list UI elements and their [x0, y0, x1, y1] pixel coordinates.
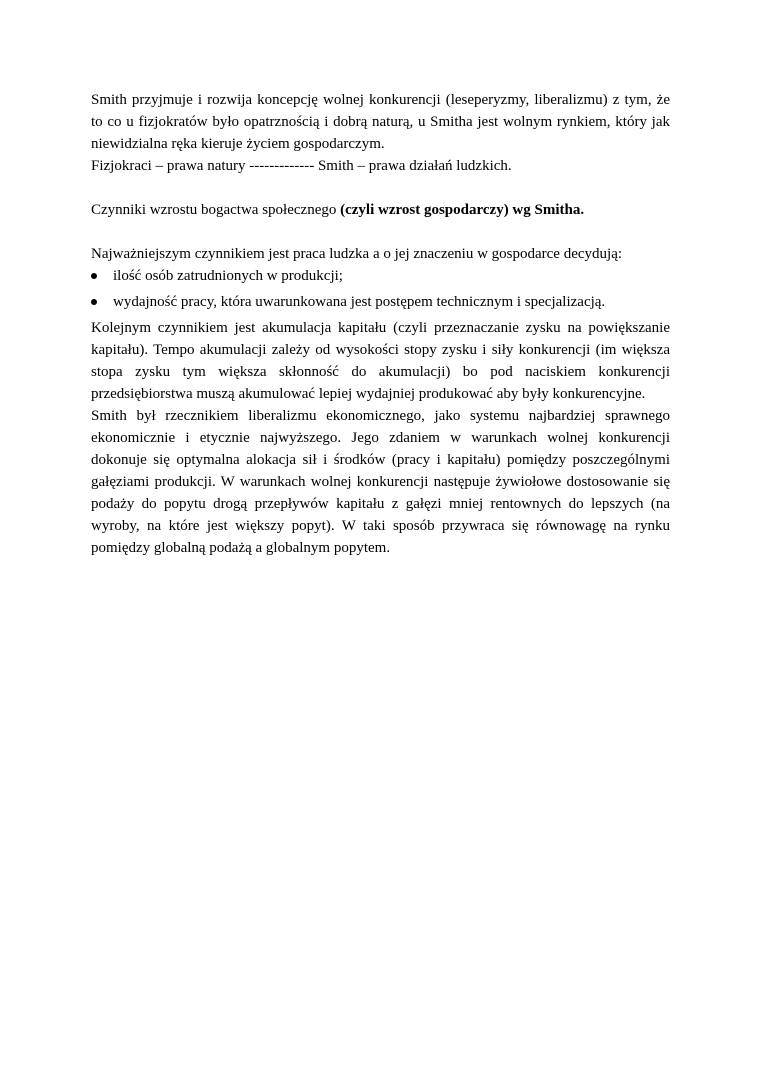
section-heading-normal: Czynniki wzrostu bogactwa społecznego — [91, 202, 341, 218]
list-item-text: wydajność pracy, która uwarunkowana jest postępem technicznym i specjalizacją. — [113, 294, 606, 310]
spacer — [91, 177, 670, 199]
list-item — [91, 291, 670, 313]
intro-paragraph: Smith przyjmuje i rozwija koncepcję wolnej konkurencji (leseperyzmy, liberalizmu) z tym, że to co u fizjokratów było opatrznością i dobrą naturą, u Smitha jest wolnym rynkiem, który jak niewidzialna ręka kieruje życiem gospodarczym. — [91, 92, 670, 152]
list-item — [91, 265, 670, 287]
liberalism-paragraph: Smith był rzecznikiem liberalizmu ekonomicznego, jako systemu najbardziej sprawnego ekonomicznie i etycznie najwyższego. Jego zdaniem w warunkach wolnej konkurencji dokonuje się optymalna alokacja sił i środków (pracy i kapitału) pomiędzy poszczególnymi gałęziami produkcji. W warunkach wolnej konkurencji następuje żywiołowe dostosowanie się podaży do popytu drogą przepływów kapitału z gałęzi mniej rentownych do lepszych (na wyroby, na które jest większy popyt). W taki sposób przywraca się równowagę na rynku pomiędzy globalną podażą a globalnym popytem. — [91, 408, 670, 556]
comparison-line: Fizjokraci – prawa natury ------------- Smith – prawa działań ludzkich. — [91, 158, 512, 174]
factors-intro: Najważniejszym czynnikiem jest praca ludzka a o jej znaczeniu w gospodarce decydują: — [91, 246, 623, 262]
spacer — [91, 221, 670, 243]
factors-list — [91, 265, 670, 313]
section-heading — [91, 199, 670, 221]
list-item-text: ilość osób zatrudnionych w produkcji; — [113, 268, 343, 284]
bullet-icon — [91, 273, 97, 279]
bullet-icon — [91, 299, 97, 305]
section-heading-bold: (czyli wzrost gospodarczy) wg Smitha. — [340, 202, 585, 218]
capital-accumulation-paragraph: Kolejnym czynnikiem jest akumulacja kapitału (czyli przeznaczanie zysku na powiększanie kapitału). Tempo akumulacji zależy od wysokości stopy zysku i siły konkurencji (im większa stopa zysku tym większa skłonność do akumulacji) bo pod naciskiem konkurencji przedsiębiorstwa muszą akumulować lepiej wydajniej produkować aby były konkurencyjne. — [91, 320, 670, 402]
document-page — [91, 89, 670, 559]
